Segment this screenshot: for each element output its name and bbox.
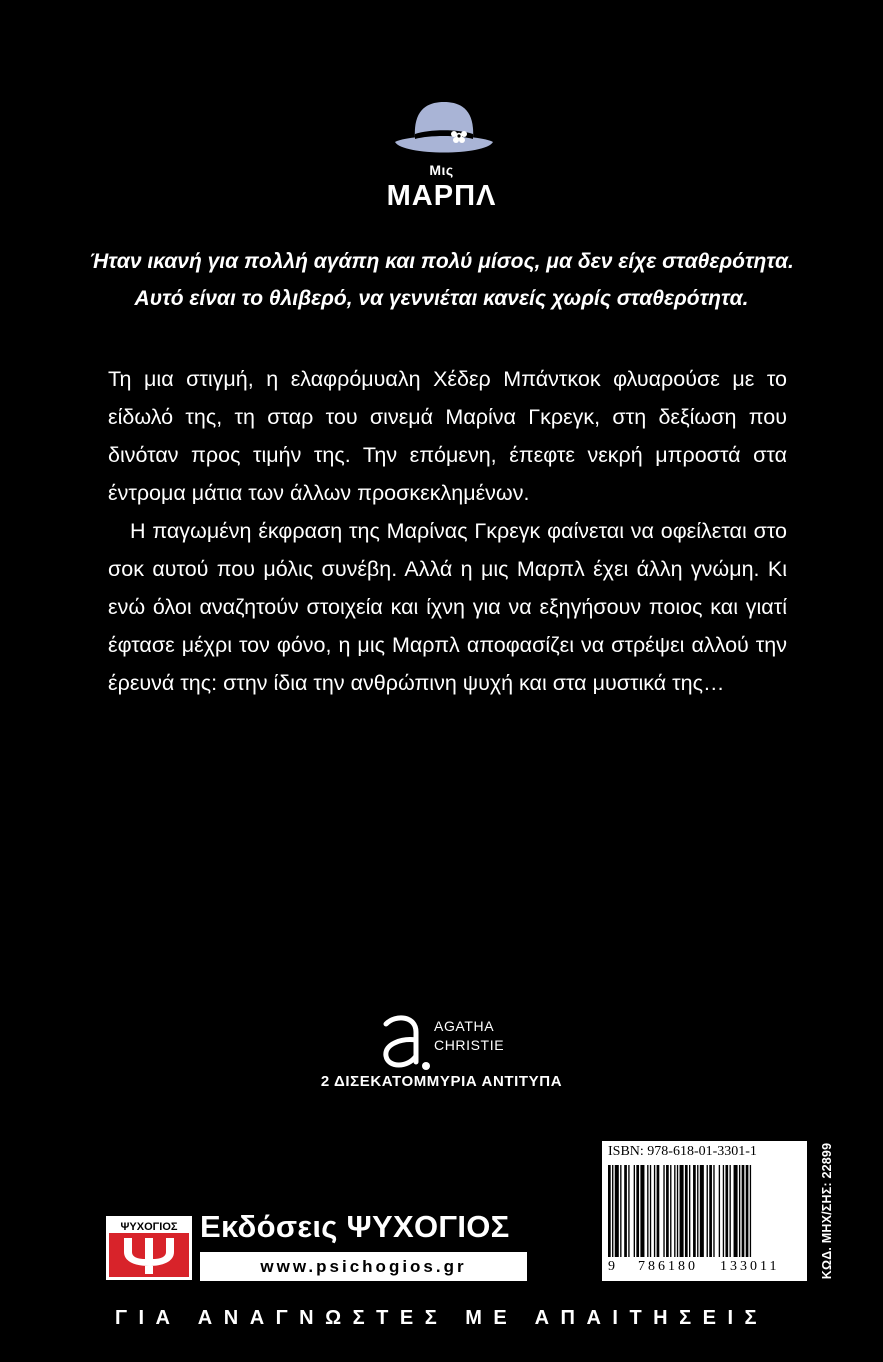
barcode-bar: [693, 1165, 696, 1257]
barcode-bar: [624, 1165, 627, 1257]
copies-sold-tagline: 2 ΔΙΣΕΚΑΤΟΜΜΥΡΙΑ ΑΝΤΙΤΥΠΑ: [320, 1073, 563, 1090]
barcode-bar: [615, 1165, 619, 1257]
barcode-bar: [674, 1165, 675, 1257]
barcode-bar: [730, 1165, 731, 1257]
barcode-bar: [636, 1165, 639, 1257]
barcode-bar: [666, 1165, 669, 1257]
isbn-number: ISBN: 978-618-01-3301-1: [608, 1144, 757, 1159]
barcode-bar: [663, 1165, 664, 1257]
series-prefix: Μις: [429, 162, 454, 178]
barcode-bar: [628, 1165, 629, 1257]
barcode-bar: [657, 1165, 660, 1257]
barcode-bar: [707, 1165, 708, 1257]
publisher-logo-text: ΨΥΧΟΓΙΟΣ: [120, 1221, 178, 1233]
barcode-bar: [677, 1165, 678, 1257]
barcode-bar: [697, 1165, 698, 1257]
barcode-digits-right: 133011: [720, 1259, 780, 1274]
isbn-barcode: [602, 1141, 807, 1281]
barcode-bar: [746, 1165, 749, 1257]
barcode-bar: [654, 1165, 655, 1257]
barcode-bar: [634, 1165, 635, 1257]
series-title: ΜΑΡΠΛ: [386, 180, 497, 212]
barcode-bar: [700, 1165, 704, 1257]
barcode-bar: [608, 1165, 611, 1257]
barcode-bar: [612, 1165, 613, 1257]
barcode-bar: [620, 1165, 621, 1257]
barcode-bar: [725, 1165, 728, 1257]
quote-line-2: Αυτό είναι το θλιβερό, να γεννιέται κανείς χωρίς σταθερότητα.: [134, 287, 749, 310]
barcode-digits-left: 786180: [638, 1259, 698, 1274]
machine-code-text: ΚΩΔ. ΜΗΧ/ΣΗΣ: 22899: [820, 1142, 834, 1280]
barcode-bar: [734, 1165, 738, 1257]
barcode-bar: [680, 1165, 684, 1257]
publisher-name: Εκδόσεις ΨΥΧΟΓΙΟΣ: [200, 1209, 510, 1244]
barcode-bar: [640, 1165, 644, 1257]
barcode-bars: [608, 1165, 802, 1261]
author-wordmark: [434, 1017, 504, 1055]
author-wordmark-line-1: AGATHA: [434, 1018, 495, 1034]
barcode-bar: [713, 1165, 714, 1257]
publisher-logo-icon: [106, 1216, 192, 1280]
author-wordmark-line-2: CHRISTIE: [434, 1037, 505, 1053]
barcode-bar: [650, 1165, 651, 1257]
quote-line-1: Ήταν ικανή για πολλή αγάπη και πολύ μίσος, μα δεν είχε σταθερότητα.: [89, 250, 794, 273]
book-blurb: [108, 360, 787, 702]
barcode-bar: [723, 1165, 724, 1257]
barcode-bar: [647, 1165, 648, 1257]
agatha-christie-logo-icon: [372, 1010, 436, 1076]
publisher-motto: ΓΙΑ ΑΝΑΓΝΩΣΤΕΣ ΜΕ ΑΠΑΙΤΗΣΕΙΣ: [114, 1307, 769, 1329]
epigraph-quote: [80, 243, 803, 317]
machine-code: [818, 1141, 836, 1281]
publisher-website[interactable]: www.psichogios.gr: [200, 1252, 527, 1281]
barcode-bar: [719, 1165, 720, 1257]
barcode-bar: [750, 1165, 751, 1257]
barcode-bar: [742, 1165, 745, 1257]
blurb-paragraph-1: Τη μια στιγμή, η ελαφρόμυαλη Χέδερ Μπάντκοκ φλυαρούσε με το είδωλό της, τη σταρ του σινεμά Μαρίνα Γκρεγκ, στη δεξίωση που δινόταν προς τιμήν της. Την επόμενη, έπεφτε νεκρή μπροστά στα έντρομα μάτια των άλλων προσκεκλημένων.: [108, 367, 787, 505]
hat-icon: [389, 98, 499, 160]
barcode-bar: [709, 1165, 712, 1257]
barcode-bar: [689, 1165, 690, 1257]
barcode-bar: [670, 1165, 671, 1257]
barcode-digit-first: 9: [608, 1259, 615, 1274]
barcode-bar: [739, 1165, 740, 1257]
barcode-bar: [685, 1165, 688, 1257]
blurb-paragraph-2: Η παγωμένη έκφραση της Μαρίνας Γκρεγκ φαίνεται να οφείλεται στο σοκ αυτού που μόλις συνέβη. Αλλά η μις Μαρπλ έχει άλλη γνώμη. Κι ενώ όλοι αναζητούν στοιχεία και ίχνη για να εξηγήσουν ποιος και γιατί έφτασε μέχρι τον φόνο, η μις Μαρπλ αποφασίζει να στρέψει αλλού την έρευνά της: στην ίδια την ανθρώπινη ψυχή και στα μυστικά της…: [108, 519, 787, 695]
